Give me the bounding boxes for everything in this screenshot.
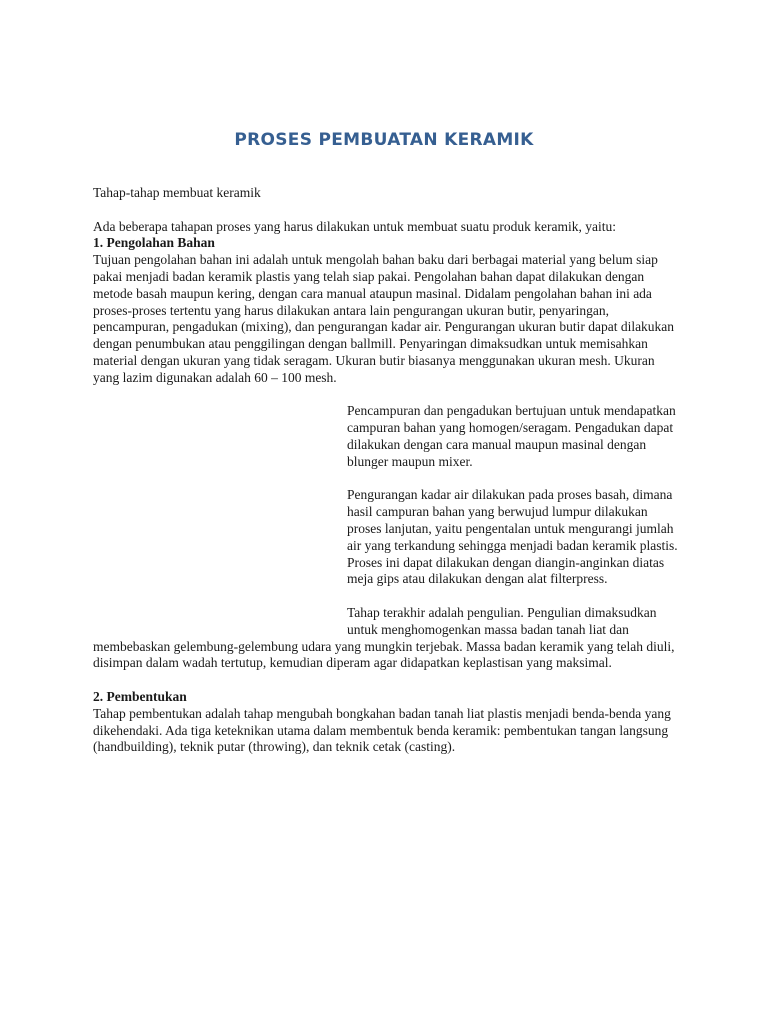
- document-body: [93, 185, 683, 756]
- paragraph-spacer: [93, 387, 683, 404]
- section1-paragraph-4: Tahap terakhir adalah pengulian. Pengulian dimaksudkan untuk menghomogenkan massa badan tanah liat dan membebaskan gelembung-gelembung udara yang mungkin terjebak. Massa badan keramik yang telah diuli, disimpan dalam wadah tertutup, kemudian diperam agar didapatkan keplastisan yang maksimal.: [93, 604, 675, 671]
- section-heading-pembentukan: 2. Pembentukan: [93, 688, 187, 704]
- section1-paragraph-3: Pengurangan kadar air dilakukan pada proses basah, dimana hasil campuran bahan yang berwujud lumpur dilakukan proses lanjutan, yaitu pengentalan untuk mengurangi jumlah air yang terkandung sehingga menjadi badan keramik plastis. Proses ini dapat dilakukan dengan diangin-anginkan diatas meja gips atau dilakukan dengan alat filterpress.: [347, 487, 678, 587]
- paragraph-spacer: [93, 202, 683, 219]
- intro-line: Tahap-tahap membuat keramik: [93, 185, 261, 200]
- intro-paragraph: Ada beberapa tahapan proses yang harus dilakukan untuk membuat suatu produk keramik, yaitu:: [93, 218, 616, 234]
- paragraph-spacer: [93, 672, 683, 689]
- section2-paragraph-1: Tahap pembentukan adalah tahap mengubah bongkahan badan tanah liat plastis menjadi benda-benda yang dikehendaki. Ada tiga keteknikan utama dalam membentuk benda keramik: pembentukan tangan langsung (handbuilding), teknik putar (throwing), dan teknik cetak (casting).: [93, 705, 671, 755]
- image-placeholder-area: [93, 403, 347, 623]
- paragraph-spacer: [349, 471, 683, 488]
- document-title: PROSES PEMBUATAN KERAMIK: [234, 130, 534, 150]
- section1-paragraph-1: Tujuan pengolahan bahan ini adalah untuk mengolah bahan baku dari berbagai material yang belum siap pakai menjadi badan keramik plastis yang telah siap pakai. Pengolahan bahan dapat dilakukan dengan metode basah maupun kering, dengan cara manual ataupun masinal. Didalam pengolahan bahan ini ada proses-proses tertentu yang harus dilakukan antara lain pengurangan ukuran butir, penyaringan, pencampuran, pengadukan (mixing), dan pengurangan kadar air. Pengurangan ukuran butir dapat dilakukan dengan penumbukan atau penggilingan dengan ballmill. Penyaringan dimaksudkan untuk memisahkan material dengan ukuran yang tidak seragam. Ukuran butir biasanya menggunakan ukuran mesh. Ukuran yang lazim digunakan adalah 60 – 100 mesh.: [93, 252, 675, 385]
- section-heading-pengolahan-bahan: 1. Pengolahan Bahan: [93, 235, 215, 251]
- section1-paragraph-2: Pencampuran dan pengadukan bertujuan untuk mendapatkan campuran bahan yang homogen/seragam. Pengadukan dapat dilakukan dengan cara manual maupun masinal dengan blunger maupun mixer.: [347, 403, 676, 469]
